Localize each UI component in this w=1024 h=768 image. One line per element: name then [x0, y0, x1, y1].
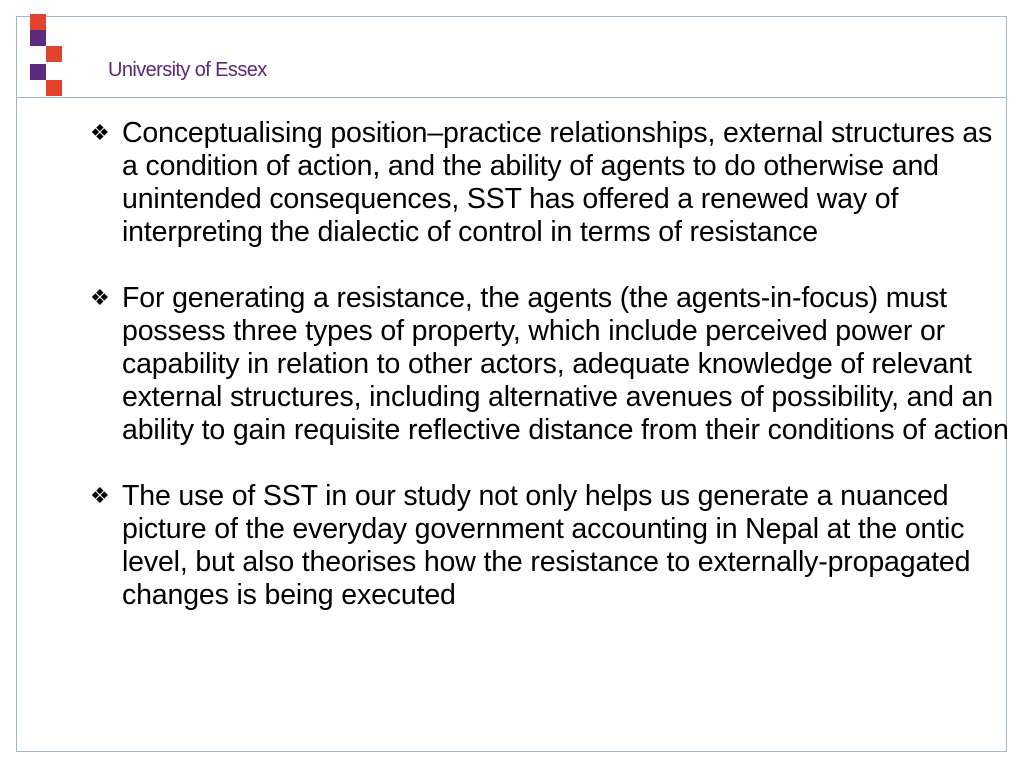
bullet-item	[90, 117, 1010, 249]
bullet-item	[90, 282, 1010, 447]
logo-square	[30, 64, 46, 80]
bullet-text: Conceptualising position–practice relationships, external structures as a condition of action, and the ability of agents to do otherwise and unintended consequences, SST has offered a renewed way of interpreting the dialectic of control in terms of resistance	[122, 117, 993, 248]
logo-square	[46, 80, 62, 96]
diamond-bullet-icon: ❖	[90, 286, 110, 311]
diamond-bullet-icon: ❖	[90, 121, 110, 146]
diamond-bullet-icon: ❖	[90, 484, 110, 509]
logo-square	[30, 14, 46, 30]
university-logo	[30, 14, 270, 100]
bullet-text: The use of SST in our study not only helps us generate a nuanced picture of the everyday government accounting in Nepal at the ontic level, but also theorises how the resistance to externally-propagated changes is being executed	[122, 480, 971, 611]
bullet-text: For generating a resistance, the agents (the agents-in-focus) must possess three types of property, which include perceived power or capability in relation to other actors, adequate knowledge of relevant external structures, including alternative avenues of possibility, and an ability to gain requisite reflective distance from their conditions of action	[122, 282, 1009, 446]
logo-square	[30, 30, 46, 46]
logo-text: University of Essex	[108, 59, 267, 81]
logo-square	[46, 46, 62, 62]
slide-content	[90, 117, 1010, 645]
bullet-item	[90, 480, 1010, 612]
